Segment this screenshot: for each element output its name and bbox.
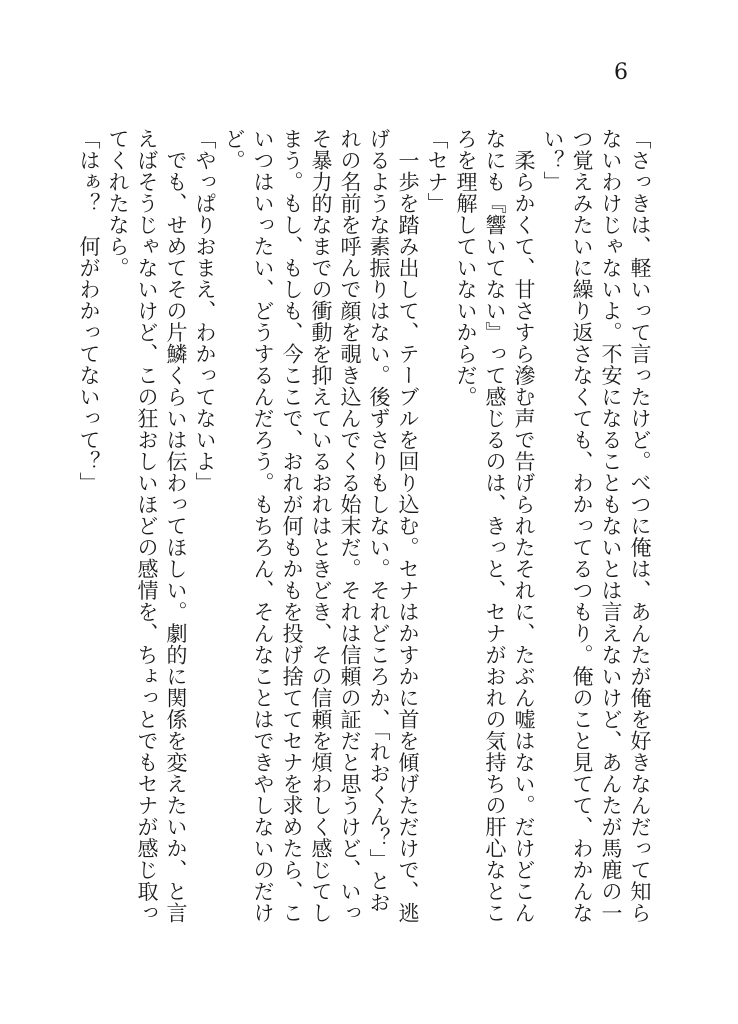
paragraph: でも、せめてその片鱗くらいは伝わってほしい。劇的に関係を変えたいか、と言えばそうじゃないけど、この狂おしいほどの感情を、ちょっとでもセナが感じ取ってくれたなら。	[106, 128, 188, 924]
paragraph: 「さっきは、軽いって言ったけど。べつに俺は、あんたが俺を好きなんだって知らないわけじゃないよ。不安になることもないとは言えないけど、あんたが馬鹿の一つ覚えみたいに繰り返さなくても、わかってるつもり。俺のこと見てて、わかんない？」	[541, 128, 652, 924]
body-text	[77, 128, 654, 928]
paragraph: 柔らかくて、甘さすら滲む声で告げられたそれに、たぶん嘘はない。だけどこんなにも『響いてない』って感じるのは、きっと、セナがおれの気持ちの肝心なところを理解していないからだ。	[454, 128, 536, 924]
page-number: 6	[614, 60, 628, 85]
paragraph: 「やっぱりおまえ、わかってないよ」	[193, 128, 217, 494]
paragraph: 「はぁ？ 何がわかってないって？」	[77, 128, 101, 494]
paragraph: 一歩を踏み出して、テーブルを回り込む。セナはかすかに首を傾げただけで、逃げるような素振りはない。後ずさりもしない。それどころか、「れおくん？」とおれの名前を呼んで顔を覗き込んでくる始末だ。それは信頼の証だと思うけど、いっそ暴力的なまでの衝動を抑えているおれはときどき、その信頼を煩わしく感じてしまう。もし、もしも、今ここで、おれが何もかもを投げ捨ててセナを求めたら、こいつはいったい、どうするんだろう。もちろん、そんなことはできやしないのだけど。	[222, 128, 420, 924]
paragraph: 「セナ」	[425, 128, 449, 214]
